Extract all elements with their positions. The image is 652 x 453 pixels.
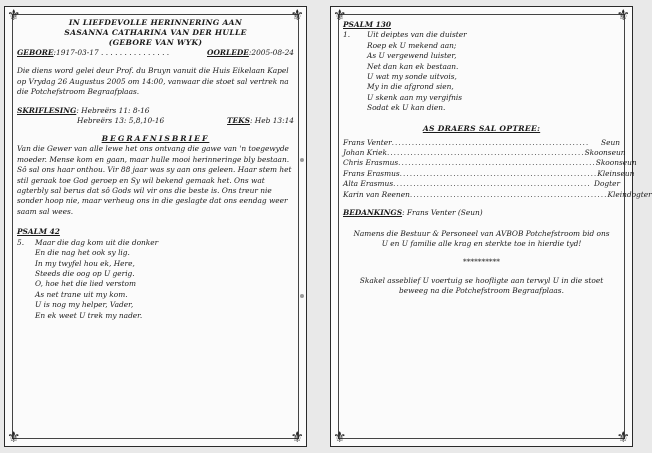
separator-stars: ********** [463, 257, 500, 267]
punch-hole [300, 294, 304, 298]
birth-label: GEBORE [17, 48, 54, 57]
psalm-line: U is nog my helper, Vader, [35, 300, 134, 310]
verse-number: 5. [17, 237, 25, 247]
death-label: OORLEDE [207, 48, 249, 57]
bearer-name: Karin van Reenen [343, 189, 410, 199]
bearer-relation: Seun [601, 137, 620, 147]
bearer-name: Johan Kriek [343, 148, 387, 158]
scripture-reading-1: : Hebreërs 11: 8-16 [76, 105, 150, 115]
bearer-relation: Kleindogter [607, 189, 652, 199]
psalm-42-verse [17, 238, 294, 321]
bearer-row: Frans Erasmus ........................................................... Kleinseun [343, 168, 635, 178]
left-page [4, 6, 307, 447]
fleur-de-lis-corner-icon: ⚜ [333, 428, 347, 446]
bearer-relation: Kleinseun [597, 168, 635, 178]
bearer-row: Karin van Reenen ........................................................... Kleindogter [343, 189, 652, 199]
psalm-line: U wat my sonde uitvois, [367, 72, 457, 82]
psalm-line: My in die afgrond sien, [367, 82, 454, 92]
bearers-title: AS DRAERS SAL OPTREE: [422, 123, 541, 133]
service-details: Die diens word gelei deur Prof. du Bruyn vanuit die Huis Eikelaan Kapel op Vrydag 26 Augustus 2005 om 14:00, vanwaar die stoet sal vertrek na die Potchefstroom Begraafplaas. [17, 66, 289, 97]
scripture-row [17, 106, 294, 116]
memorial-title-line: IN LIEFDEVOLLE HERINNERING AAN [68, 18, 243, 27]
memorial-title-line: SASANNA CATHARINA VAN DER HULLE [64, 28, 247, 37]
bearer-name: Frans Venter [343, 137, 392, 147]
psalm-line: Uit deiptes van die duister [367, 30, 467, 40]
bearer-row: Chris Erasmus ........................................................... Skoonseun [343, 158, 637, 168]
psalm-line: In my twyfel hou ek, Here, [35, 258, 135, 268]
fleur-de-lis-corner-icon: ⚜ [616, 428, 630, 446]
bearer-relation: Skoonseun [595, 158, 637, 168]
bearer-row: Frans Venter ........................................................... Seun [343, 137, 620, 147]
thanks-row [343, 208, 620, 218]
bearer-relation: Dogter [594, 179, 620, 189]
psalm-line: As net trane uit my kom. [35, 289, 128, 299]
death-date: :2005-08-24 [248, 48, 294, 57]
psalm-130-title: PSALM 130 [343, 20, 392, 29]
psalm-42-title: PSALM 42 [17, 227, 60, 237]
fleur-de-lis-corner-icon: ⚜ [333, 6, 347, 24]
punch-hole [300, 158, 304, 162]
funeral-letter-text: Van die Gewer van alle lewe het ons ontvang die gawe van 'n toegewyde moeder. Mense kom en gaan, maar hulle mooi herinneringe bly bestaan. Sô sal ons haar onthou. Vir 88 jaar was sy aan ons geleen. Haar stem het stil geraak toe God geroep en Sy wil bekend gemaak het. Ons wat agterbly sal berus dat sô Gods wil vir ons die beste is. Ons treur nie sonder hoop nie, maar verheug ons in die geslagte dat ons eendag weer saam sal wees. [17, 144, 292, 216]
fleur-de-lis-corner-icon: ⚜ [7, 428, 21, 446]
memorial-title-line: (GEBORE VAN WYK) [108, 38, 203, 47]
psalm-line: Sodat ek U kan dien. [367, 103, 446, 113]
bearer-row: Johan Kriek ........................................................... Skoonseun [343, 148, 626, 158]
bearer-relation: Skoonseun [584, 148, 626, 158]
psalm-line: Roep ek U mekend aan; [367, 40, 457, 50]
funeral-letter-title: BEGRAFNISBRIEF [101, 134, 210, 144]
fleur-de-lis-corner-icon: ⚜ [290, 428, 304, 446]
fleur-de-lis-corner-icon: ⚜ [616, 6, 630, 24]
procession-notice: Skakel asseblief U voertuig se hoofligte aan terwyl U in die stoet beweeg na die Potchefstroom Begraafplaas. [359, 275, 604, 296]
psalm-line: Net dan kan ek bestaan. [367, 61, 459, 71]
psalm-line: U skenk aan my vergifnis [367, 92, 463, 102]
text-reference: : Heb 13:14 [249, 116, 294, 126]
scripture-label: SKRIFLESING [17, 105, 77, 115]
fleur-de-lis-corner-icon: ⚜ [7, 6, 21, 24]
bearer-row: Alta Erasmus ........................................................... Dogter [343, 179, 620, 189]
psalm-line: En die nag het ook sy lig. [35, 248, 130, 258]
bearer-name: Alta Erasmus [343, 179, 394, 189]
thanks-value: : Frans Venter (Seun) [402, 208, 483, 218]
psalm-line: Maar die dag kom uit die donker [35, 237, 159, 247]
psalm-line: As U vergewend luister, [367, 51, 457, 61]
right-page [330, 6, 652, 447]
verse-number: 1. [343, 30, 351, 40]
psalm-line: Steeds die oog op U gerig. [35, 268, 135, 278]
bearer-name: Frans Erasmus [343, 168, 400, 178]
psalm-line: O, hoe het die lied verstom [35, 279, 137, 289]
text-label: TEKS [227, 116, 250, 126]
psalm-line: En ek weet U trek my nader. [35, 310, 143, 320]
thanks-label: BEDANKINGS [343, 208, 403, 218]
birth-date: :1917-03-17 . . . . . . . . . . . . . . . [53, 48, 170, 57]
dates-row [17, 48, 294, 58]
scripture-reading-2: Hebreërs 13: 5,8,10-16 [77, 116, 165, 126]
scripture-row-2 [17, 116, 294, 126]
fleur-de-lis-corner-icon: ⚜ [290, 6, 304, 24]
bearer-name: Chris Erasmus [343, 158, 399, 168]
condolence-message: Namens die Bestuur & Personeel van AVBOB Potchefstroom bid ons U en U familie alle krag en sterkte toe in hierdie tyd! [353, 228, 610, 248]
psalm-130-verse [343, 30, 620, 113]
